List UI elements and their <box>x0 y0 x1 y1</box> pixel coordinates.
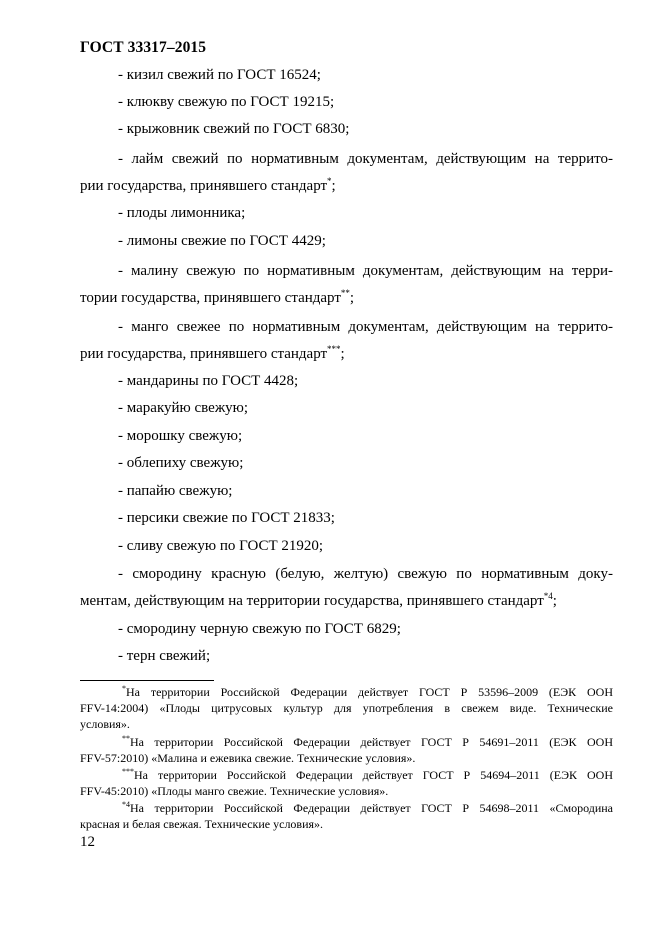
list-item: - клюкву свежую по ГОСТ 19215; <box>118 94 335 110</box>
list-item: - персики свежие по ГОСТ 21833; <box>118 510 335 526</box>
footnote-line: FFV-57:2010) «Малина и ежевика свежие. Технические условия». <box>80 751 416 765</box>
list-item: - терн свежий; <box>118 648 211 664</box>
footnote-line: красная и белая свежая. Технические условия». <box>80 817 324 831</box>
list-item-line1: - манго свежее по нормативным документам, действующим на террито- <box>118 319 613 335</box>
list-item: - плоды лимонника; <box>118 205 246 221</box>
list-item-line1: - малину свежую по нормативным документам, действующим на терри- <box>118 263 613 279</box>
list-item: - сливу свежую по ГОСТ 21920; <box>118 538 324 554</box>
list-item-line2: рии государства, принявшего стандарт***; <box>80 344 345 362</box>
footnote-mark: *** <box>122 767 134 776</box>
document-header: ГОСТ 33317–2015 <box>80 39 207 56</box>
list-item-line2: тории государства, принявшего стандарт**; <box>80 288 355 306</box>
list-item: - кизил свежий по ГОСТ 16524; <box>118 67 321 83</box>
list-item: - лимоны свежие по ГОСТ 4429; <box>118 233 326 249</box>
footnote-mark: *4 <box>122 800 130 809</box>
footnote: ***На территории Российской Федерации действует ГОСТ Р 54694–2011 (ЕЭК ООН <box>122 767 613 782</box>
footnote-line: FFV-14:2004) «Плоды цитрусовых культур для употребления в свежем виде. Технические <box>80 701 613 715</box>
list-item: - смородину черную свежую по ГОСТ 6829; <box>118 621 401 637</box>
list-item-line1: - смородину красную (белую, желтую) свежую по нормативным доку- <box>118 566 613 582</box>
list-item: - маракуйю свежую; <box>118 400 249 416</box>
page-number: 12 <box>80 834 95 850</box>
footnote: **На территории Российской Федерации действует ГОСТ Р 54691–2011 (ЕЭК ООН <box>122 734 613 749</box>
list-item-line2: рии государства, принявшего стандарт*; <box>80 176 336 194</box>
footnote-ref: *4 <box>543 591 553 601</box>
footnote-mark: * <box>122 684 126 693</box>
list-item-line2: ментам, действующим на территории государства, принявшего стандарт$^{*4}$; <box>80 591 557 609</box>
list-item-line1: - лайм свежий по нормативным документам, действующим на террито- <box>118 151 613 167</box>
footnote-separator <box>80 680 214 681</box>
list-item: - папайю свежую; <box>118 483 233 499</box>
footnote-ref: *** <box>327 344 341 354</box>
footnote-ref: ** <box>340 288 350 298</box>
footnote-mark: ** <box>122 734 130 743</box>
footnote: *На территории Российской Федерации действует ГОСТ Р 53596–2009 (ЕЭК ООН <box>122 684 613 699</box>
footnote-line: условия». <box>80 717 130 731</box>
list-item: - облепиху свежую; <box>118 455 244 471</box>
footnote: $^{*4}$На территории Российской Федерации действует ГОСТ Р 54698–2011 «Смородина <box>122 800 613 815</box>
list-item: - крыжовник свежий по ГОСТ 6830; <box>118 121 350 137</box>
footnote-line: FFV-45:2010) «Плоды манго свежие. Технические условия». <box>80 784 389 798</box>
list-item: - морошку свежую; <box>118 428 243 444</box>
footnote-ref: * <box>327 176 332 186</box>
list-item: - мандарины по ГОСТ 4428; <box>118 373 299 389</box>
